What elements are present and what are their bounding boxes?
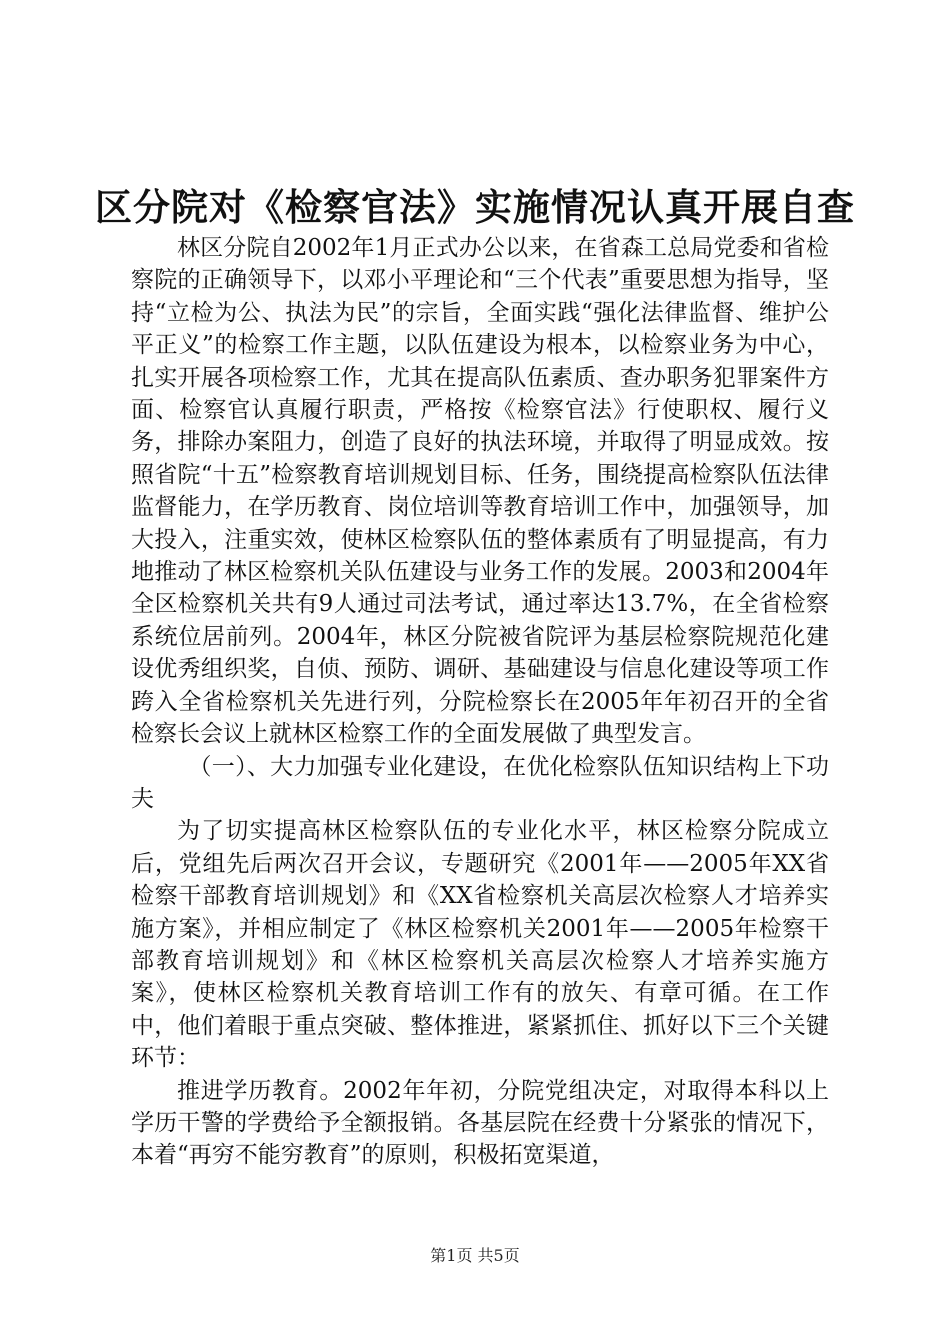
body-paragraph-1: 林区分院自2002年1月正式办公以来，在省森工总局党委和省检察院的正确领导下，以邓小平理论和“三个代表”重要思想为指导，坚持“立检为公、执法为民”的宗旨，全面实践“强化法律监督、维护公平正义”的检察工作主题，以队伍建设为根本，以检察业务为中心，扎实开展各项检察工作，尤其在提高队伍素质、查办职务犯罪案件方面、检察官认真履行职责，严格按《检察官法》行使职权、履行义务，排除办案阻力，创造了良好的执法环境，并取得了明显成效。按照省院“十五”检察教育培训规划目标、任务，围绕提高检察队伍法律监督能力，在学历教育、岗位培训等教育培训工作中，加强领导，加大投入，注重实效，使林区检察队伍的整体素质有了明显提高，有力地推动了林区检察机关队伍建设与业务工作的发展。2003和2004年全区检察机关共有9人通过司法考试，通过率达13.7%，在全省检察系统位居前列。2004年，林区分院被省院评为基层检察院规范化建设优秀组织奖，自侦、预防、调研、基础建设与信息化建设等项工作跨入全省检察机关先进行列，分院检察长在2005年年初召开的全省检察长会议上就林区检察工作的全面发展做了典型发言。: [131, 235, 829, 748]
page-number-footer: 第1页 共5页: [430, 1246, 520, 1265]
body-paragraph-3: 推进学历教育。2002年年初，分院党组决定，对取得本科以上学历干警的学费给予全额报销。各基层院在经费十分紧张的情况下，本着“再穷不能穷教育”的原则，积极拓宽渠道，: [131, 1077, 829, 1169]
document-body: [131, 232, 829, 1172]
body-paragraph-2: 为了切实提高林区检察队伍的专业化水平，林区检察分院成立后，党组先后两次召开会议，专题研究《2001年——2005年XX省检察干部教育培训规划》和《XX省检察机关高层次检察人才培养实施方案》，并相应制定了《林区检察机关2001年——2005年检察干部教育培训规划》和《林区检察机关高层次检察人才培养实施方案》，使林区检察机关教育培训工作有的放矢、有章可循。在工作中，他们着眼于重点突破、整体推进，紧紧抓住、抓好以下三个关键环节：: [131, 818, 829, 1072]
document-title: 区分院对《检察官法》实施情况认真开展自查: [95, 185, 855, 229]
section-heading-1: （一）、大力加强专业化建设，在优化检察队伍知识结构上下功夫: [131, 753, 829, 812]
